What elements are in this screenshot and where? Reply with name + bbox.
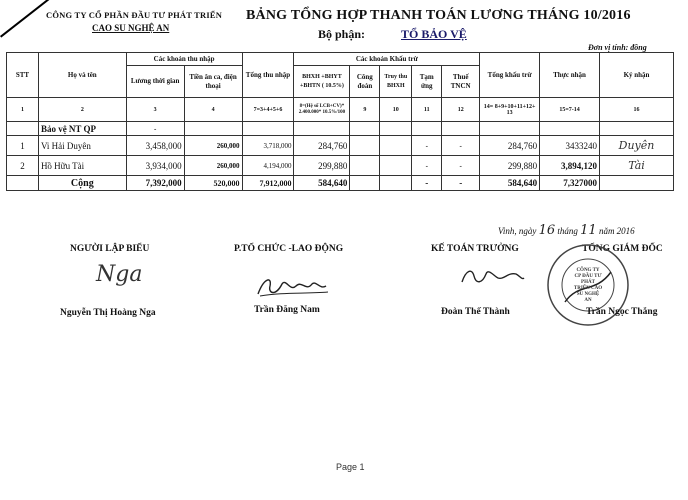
total-label: Cộng [38, 176, 126, 191]
header-income-group: Các khoản thu nhập [126, 53, 242, 66]
index-cell: 15=7-14 [540, 98, 600, 122]
empty-cell [540, 122, 600, 136]
company-name: CÔNG TY CỔ PHẦN ĐẦU TƯ PHÁT TRIỂN [46, 10, 223, 20]
empty-cell [480, 122, 540, 136]
header-total-income: Tổng thu nhập [242, 53, 294, 98]
row-name: Hồ Hữu Tài [38, 156, 126, 176]
index-cell: 8=(Hệ số LCB+CV)* 2.400.000* 10.5%/100 [294, 98, 350, 122]
row-total-deduction: 284,760 [480, 136, 540, 156]
index-cell: 2 [38, 98, 126, 122]
total-salary: 7,392,000 [126, 176, 184, 191]
empty-cell [7, 122, 39, 136]
row-total-deduction: 299,880 [480, 156, 540, 176]
row-insurance: 299,880 [294, 156, 350, 176]
total-tax: - [442, 176, 480, 191]
row-name: Vi Hải Duyên [38, 136, 126, 156]
header-stt: STT [7, 53, 39, 98]
empty-cell [294, 122, 350, 136]
header-deduction-group: Các khoản Khấu trừ [294, 53, 480, 66]
header-union: Công đoàn [350, 66, 380, 98]
header-advance: Tạm ứng [412, 66, 442, 98]
row-stt: 1 [7, 136, 39, 156]
signature-chief-accountant [458, 262, 528, 292]
date-prefix: Vinh, ngày [498, 226, 537, 236]
row-union [350, 136, 380, 156]
index-cell: 4 [184, 98, 242, 122]
row-back-pay [380, 136, 412, 156]
signer-title-hr: P.TỔ CHỨC -LAO ĐỘNG [234, 244, 344, 254]
signature-preparer: Nga [96, 262, 143, 287]
header-net-pay: Thực nhận [540, 53, 600, 98]
payroll-table [6, 52, 674, 191]
empty-cell [184, 122, 242, 136]
signer-title-preparer: NGƯỜI LẬP BIỂU [70, 244, 150, 254]
row-signature: Tài [600, 156, 674, 176]
table-row [7, 156, 674, 176]
empty-cell [7, 176, 39, 191]
empty-cell [350, 122, 380, 136]
empty-cell [442, 122, 480, 136]
total-deduction: 584,640 [480, 176, 540, 191]
header-insurance: BHXH +BHYT +BHTN ( 10.5%) [294, 66, 350, 98]
header-signature: Ký nhận [600, 53, 674, 98]
page-number: Page 1 [336, 462, 365, 472]
empty-cell [380, 176, 412, 191]
header-name: Họ và tên [38, 53, 126, 98]
row-total-income: 3,718,000 [242, 136, 294, 156]
signer-name-director: Trần Ngọc Thắng [586, 307, 658, 317]
date-year: năm 2016 [598, 226, 635, 236]
signer-name-chief-accountant: Đoàn Thế Thành [441, 307, 510, 317]
date-line [498, 223, 635, 238]
department-label: Bộ phận: [318, 27, 366, 41]
row-net-pay: 3,894,120 [540, 156, 600, 176]
header-meal: Tiền ăn ca, điện thoại [184, 66, 242, 98]
date-month: 11 [580, 223, 597, 238]
signer-title-chief-accountant: KẾ TOÁN TRƯỞNG [431, 244, 519, 254]
currency-unit: Đơn vị tính: đồng [588, 43, 647, 52]
index-cell: 1 [7, 98, 39, 122]
company-name-line2: CAO SU NGHỆ AN [92, 23, 170, 33]
row-insurance: 284,760 [294, 136, 350, 156]
index-cell: 14= 8+9+10+11+12+ 13 [480, 98, 540, 122]
empty-cell [412, 122, 442, 136]
index-cell: 11 [412, 98, 442, 122]
row-advance: - [412, 136, 442, 156]
index-cell: 12 [442, 98, 480, 122]
header-tax: Thuế TNCN [442, 66, 480, 98]
stamp-text: CÔNG TY CP ĐẦU TƯ PHÁT TRIỂN CAO SU NGHỆ AN [573, 268, 603, 303]
date-month-label: tháng [557, 226, 578, 236]
department-value: TỔ BẢO VỆ [401, 27, 467, 41]
index-cell: 9 [350, 98, 380, 122]
index-cell: 7=3+4+5+6 [242, 98, 294, 122]
row-back-pay [380, 156, 412, 176]
empty-cell [600, 122, 674, 136]
row-meal: 260,000 [184, 156, 242, 176]
index-row [7, 98, 674, 122]
total-advance: - [412, 176, 442, 191]
header-salary: Lương thời gian [126, 66, 184, 98]
row-meal: 260,000 [184, 136, 242, 156]
index-cell: 16 [600, 98, 674, 122]
total-row [7, 176, 674, 191]
total-net-pay: 7,327000 [540, 176, 600, 191]
index-cell: 10 [380, 98, 412, 122]
header-total-deduction: Tổng khấu trừ [480, 53, 540, 98]
table-row [7, 136, 674, 156]
total-insurance: 584,640 [294, 176, 350, 191]
date-day: 16 [538, 223, 556, 238]
signer-name-preparer: Nguyễn Thị Hoàng Nga [60, 308, 156, 318]
empty-cell [242, 122, 294, 136]
empty-cell [600, 176, 674, 191]
row-salary: 3,458,000 [126, 136, 184, 156]
signer-title-director: TỔNG GIÁM ĐỐC [582, 244, 663, 254]
total-meal: 520,000 [184, 176, 242, 191]
row-salary: 3,934,000 [126, 156, 184, 176]
empty-cell [380, 122, 412, 136]
row-net-pay: 3433240 [540, 136, 600, 156]
row-total-income: 4,194,000 [242, 156, 294, 176]
row-stt: 2 [7, 156, 39, 176]
row-tax: - [442, 136, 480, 156]
signature-hr [254, 272, 334, 302]
group-dash: - [126, 122, 184, 136]
group-name: Bảo vệ NT QP [38, 122, 126, 136]
group-row [7, 122, 674, 136]
empty-cell [350, 176, 380, 191]
index-cell: 3 [126, 98, 184, 122]
document-title: BẢNG TỔNG HỢP THANH TOÁN LƯƠNG THÁNG 10/2016 [246, 8, 631, 23]
row-signature: Duyên [600, 136, 674, 156]
total-income: 7,912,000 [242, 176, 294, 191]
row-union [350, 156, 380, 176]
header-back-pay: Truy thu BHXH [380, 66, 412, 98]
signer-name-hr: Trần Đăng Nam [254, 305, 320, 315]
row-advance: - [412, 156, 442, 176]
row-tax: - [442, 156, 480, 176]
